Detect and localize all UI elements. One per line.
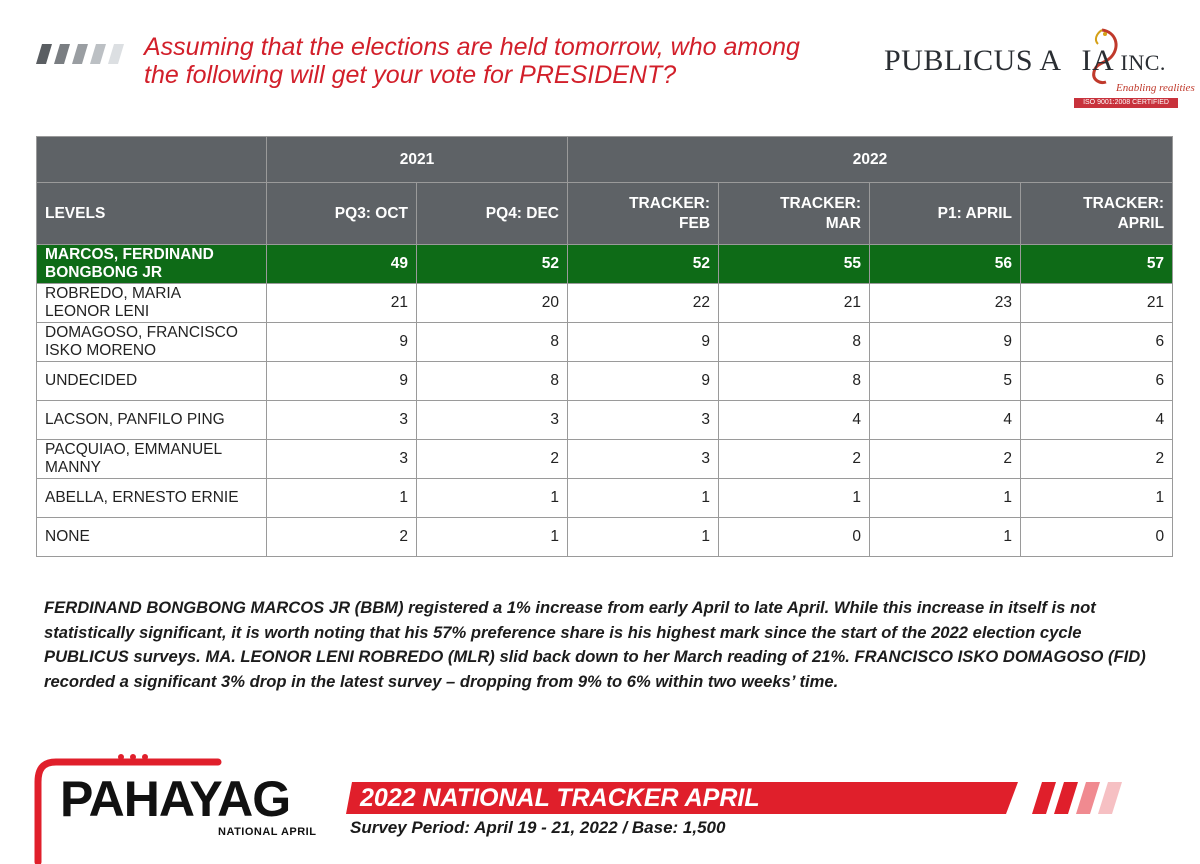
year-2021-header: 2021 — [267, 137, 568, 183]
tracker-title: 2022 NATIONAL TRACKER APRIL — [360, 784, 760, 812]
table-cell-value: 1 — [870, 518, 1021, 557]
table-cell-value: 4 — [870, 401, 1021, 440]
table-cell-value: 2 — [870, 440, 1021, 479]
results-rows — [37, 245, 1173, 557]
table-cell-value: 20 — [417, 284, 568, 323]
table-cell-value: 2 — [417, 440, 568, 479]
column-header: TRACKER: MAR — [719, 183, 870, 245]
logo-name-part1: PUBLICUS A — [884, 44, 1062, 77]
dots-icon — [116, 752, 156, 762]
candidate-name: NONE — [37, 518, 267, 557]
candidate-name: MARCOS, FERDINAND BONGBONG JR — [37, 245, 267, 284]
table-cell-value: 1 — [870, 479, 1021, 518]
table-cell-value: 1 — [719, 479, 870, 518]
pahayag-subtitle: NATIONAL APRIL — [218, 826, 317, 838]
table-row — [37, 362, 1173, 401]
candidate-name: LACSON, PANFILO PING — [37, 401, 267, 440]
table-cell-value: 8 — [719, 323, 870, 362]
table-cell-value: 1 — [568, 479, 719, 518]
question-line-1: Assuming that the elections are held tomorrow, who among — [144, 33, 800, 61]
table-cell-value: 52 — [417, 245, 568, 284]
candidate-name: DOMAGOSO, FRANCISCO ISKO MORENO — [37, 323, 267, 362]
year-header-blank — [37, 137, 267, 183]
table-cell-value: 21 — [719, 284, 870, 323]
table-cell-value: 3 — [568, 440, 719, 479]
table-row — [37, 323, 1173, 362]
table-row — [37, 518, 1173, 557]
table-cell-value: 2 — [719, 440, 870, 479]
table-cell-value: 0 — [719, 518, 870, 557]
pahayag-brand: PAHAYAG — [60, 771, 291, 827]
table-cell-value: 1 — [417, 479, 568, 518]
table-row — [37, 284, 1173, 323]
table-cell-value: 6 — [1021, 362, 1173, 401]
slash-stripes-icon — [36, 44, 124, 64]
year-2022-header: 2022 — [568, 137, 1173, 183]
logo-name-part2: IA — [1081, 44, 1113, 77]
summary-paragraph: FERDINAND BONGBONG MARCOS JR (BBM) registered a 1% increase from early April to late April. While this increase in itself is not statistically significant, it is worth noting that his 57% preference share is his highest mark since the start of the 2022 election cycle PUBLICUS surveys. MA. LEONOR LENI ROBREDO (MLR) slid back down to her March reading of 21%. FRANCISCO ISKO DOMAGOSO (FID) recorded a significant 3% drop in the latest survey – dropping from 9% to 6% within two weeks’ time. — [44, 598, 1146, 691]
table-cell-value: 8 — [719, 362, 870, 401]
logo-suffix: INC. — [1120, 50, 1166, 75]
table-row — [37, 440, 1173, 479]
question-line-2: the following will get your vote for PRESIDENT? — [144, 61, 677, 89]
table-cell-value: 4 — [1021, 401, 1173, 440]
table-cell-value: 0 — [1021, 518, 1173, 557]
candidate-name: ROBREDO, MARIA LEONOR LENI — [37, 284, 267, 323]
table-cell-value: 6 — [1021, 323, 1173, 362]
table-cell-value: 1 — [267, 479, 417, 518]
logo-certification: ISO 9001:2008 CERTIFIED — [1074, 98, 1178, 108]
table-cell-value: 21 — [1021, 284, 1173, 323]
table-cell-value: 3 — [267, 440, 417, 479]
table-row — [37, 245, 1173, 284]
table-cell-value: 1 — [568, 518, 719, 557]
table-cell-value: 8 — [417, 323, 568, 362]
end-stripes-icon — [1030, 782, 1140, 814]
column-header: PQ3: OCT — [267, 183, 417, 245]
table-cell-value: 49 — [267, 245, 417, 284]
table-cell-value: 9 — [568, 362, 719, 401]
table-cell-value: 52 — [568, 245, 719, 284]
table-cell-value: 2 — [1021, 440, 1173, 479]
table-cell-value: 1 — [417, 518, 568, 557]
survey-period: Survey Period: April 19 - 21, 2022 / Base: 1,500 — [350, 818, 726, 837]
results-table — [36, 136, 1173, 557]
table-cell-value: 3 — [568, 401, 719, 440]
table-cell-value: 55 — [719, 245, 870, 284]
table-cell-value: 4 — [719, 401, 870, 440]
table-cell-value: 9 — [568, 323, 719, 362]
column-header: P1: APRIL — [870, 183, 1021, 245]
column-header: TRACKER: FEB — [568, 183, 719, 245]
column-header: PQ4: DEC — [417, 183, 568, 245]
candidate-name: ABELLA, ERNESTO ERNIE — [37, 479, 267, 518]
table-cell-value: 9 — [267, 323, 417, 362]
year-header-row — [37, 137, 1173, 183]
survey-question — [144, 33, 864, 89]
table-cell-value: 21 — [267, 284, 417, 323]
table-cell-value: 8 — [417, 362, 568, 401]
table-cell-value: 9 — [267, 362, 417, 401]
table-cell-value: 1 — [1021, 479, 1173, 518]
publicus-asia-logo — [884, 26, 1195, 110]
logo-tagline: Enabling realities — [1116, 82, 1195, 94]
table-row — [37, 401, 1173, 440]
table-cell-value: 3 — [267, 401, 417, 440]
table-cell-value: 22 — [568, 284, 719, 323]
table-cell-value: 5 — [870, 362, 1021, 401]
column-header: TRACKER: APRIL — [1021, 183, 1173, 245]
candidate-name: UNDECIDED — [37, 362, 267, 401]
table-cell-value: 57 — [1021, 245, 1173, 284]
table-cell-value: 3 — [417, 401, 568, 440]
table-cell-value: 2 — [267, 518, 417, 557]
logo-wordmark — [884, 44, 1166, 78]
levels-header: LEVELS — [37, 183, 267, 245]
candidate-name: PACQUIAO, EMMANUEL MANNY — [37, 440, 267, 479]
table-cell-value: 56 — [870, 245, 1021, 284]
table-cell-value: 9 — [870, 323, 1021, 362]
column-header-row — [37, 183, 1173, 245]
table-cell-value: 23 — [870, 284, 1021, 323]
table-row — [37, 479, 1173, 518]
